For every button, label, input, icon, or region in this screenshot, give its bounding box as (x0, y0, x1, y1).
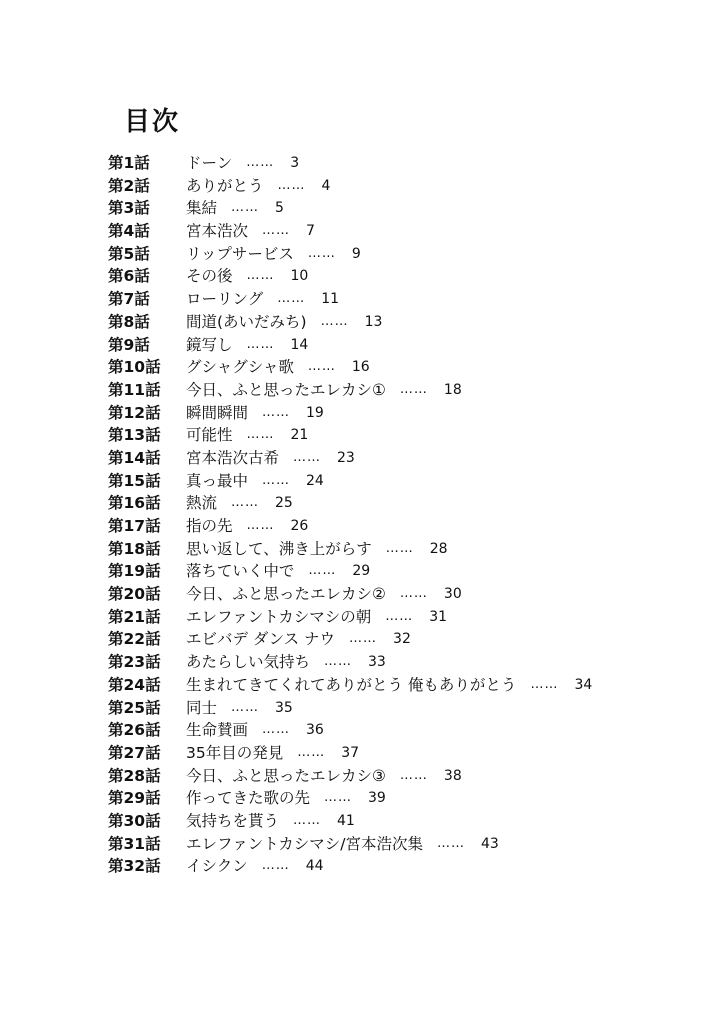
toc-entry-leader-dots: …… (385, 540, 414, 556)
toc-entry-page-number: 5 (275, 200, 284, 217)
toc-entry-leader-dots: …… (277, 291, 306, 307)
toc-entry (108, 651, 592, 674)
toc-entry-leader-dots: …… (231, 200, 260, 216)
toc-entry (108, 424, 592, 447)
toc-entry-leader-dots: …… (293, 812, 322, 828)
toc-entry-number: 第2話 (108, 176, 150, 195)
toc-entry (108, 628, 592, 651)
toc-entry-leader-dots: …… (324, 654, 353, 670)
toc-entry-number: 第13話 (108, 426, 161, 445)
toc-entry (108, 583, 592, 606)
toc-entry-page-number: 37 (341, 744, 360, 761)
toc-entry-number: 第8話 (108, 312, 150, 331)
toc-entry-leader-dots: …… (261, 858, 290, 874)
toc-entry-page-number: 25 (275, 495, 293, 512)
toc-entry-page-number: 24 (306, 472, 324, 489)
toc-entry-title: 今日、ふと思ったエレカシ② (186, 585, 386, 604)
toc-entry-title: あたらしい気持ち (186, 653, 311, 672)
toc-entry-title: 落ちていく中で (186, 562, 295, 581)
toc-entry-title: 35年目の発見 (186, 743, 284, 762)
toc-entry-page-number: 18 (443, 381, 462, 398)
toc-entry-number: 第28話 (108, 766, 161, 785)
toc-entry-number: 第1話 (108, 154, 150, 172)
toc-entry-leader-dots: …… (320, 313, 349, 329)
toc-entry-page-number: 30 (443, 586, 462, 603)
toc-entry-title: 宮本浩次古希 (186, 448, 280, 467)
toc-entry-title: 真っ最中 (186, 471, 249, 490)
toc-entry-number: 第16話 (108, 494, 161, 513)
toc-entry-page-number: 19 (306, 404, 324, 421)
toc-entry-leader-dots: …… (399, 586, 428, 602)
toc-entry-page-number: 44 (305, 858, 324, 875)
toc-entry-title: 思い返して、沸き上がらす (186, 539, 372, 558)
toc-entry-leader-dots: …… (349, 631, 378, 647)
toc-entry-number: 第20話 (108, 585, 161, 604)
toc-entry-title: 熱流 (186, 494, 218, 513)
toc-entry-leader-dots: …… (231, 495, 260, 511)
toc-entry-leader-dots: …… (307, 245, 336, 261)
toc-entry-title: 今日、ふと思ったエレカシ③ (186, 766, 386, 785)
toc-entry-page-number: 28 (429, 540, 448, 557)
toc-entry-title: 同士 (186, 698, 218, 717)
toc-entry-title: 可能性 (186, 426, 233, 445)
toc-entry (108, 220, 592, 243)
toc-entry-title: グシャグシャ歌 (186, 358, 294, 377)
toc-entry-page-number: 4 (321, 177, 331, 194)
toc-entry-title: 指の先 (186, 517, 233, 535)
toc-entry-number: 第22話 (108, 630, 161, 649)
toc-entry (108, 538, 592, 561)
toc-entry-leader-dots: …… (324, 790, 353, 806)
toc-entry-number: 第3話 (108, 199, 150, 218)
toc-entry (108, 175, 592, 198)
toc-entry-title: 鏡写し (186, 335, 233, 354)
toc-title: 目次 (124, 107, 181, 137)
toc-entry-number: 第27話 (108, 743, 161, 762)
toc-entry (108, 492, 592, 515)
toc-entry (108, 265, 592, 288)
toc-entry-leader-dots: …… (262, 404, 291, 420)
toc-entry-title: リップサービス (186, 244, 294, 263)
toc-entry-leader-dots: …… (385, 608, 414, 624)
toc-entry-title: 生まれてきてくれてありがとう 俺もありがとう (186, 675, 517, 694)
toc-entry-page-number: 9 (351, 245, 361, 262)
toc-entry-leader-dots: …… (297, 744, 326, 760)
toc-entry (108, 152, 592, 175)
toc-entry (108, 719, 592, 742)
toc-entry-leader-dots: …… (246, 336, 275, 352)
toc-entry (108, 379, 592, 402)
toc-entry-number: 第17話 (108, 517, 161, 535)
toc-entry-leader-dots: …… (246, 155, 275, 170)
toc-entry-number: 第9話 (108, 335, 150, 354)
toc-entry (108, 810, 592, 833)
toc-entry-title: ドーン (186, 154, 233, 172)
toc-entry-number: 第18話 (108, 539, 161, 558)
toc-entry-page-number: 11 (321, 291, 340, 308)
toc-entry (108, 402, 592, 425)
toc-entry-title: エビバデ ダンス ナウ (186, 630, 336, 649)
toc-entry-leader-dots: …… (262, 472, 291, 488)
toc-entry (108, 742, 592, 765)
toc-entry-leader-dots: …… (436, 835, 465, 851)
toc-entry (108, 334, 592, 357)
toc-entry-leader-dots: …… (262, 223, 291, 239)
toc-entry (108, 197, 592, 220)
toc-entry (108, 833, 592, 856)
toc-entry (108, 560, 592, 583)
toc-entry-page-number: 36 (306, 722, 324, 739)
toc-entry-number: 第23話 (108, 653, 161, 672)
toc-entry-leader-dots: …… (246, 518, 275, 533)
toc-entry-page-number: 35 (275, 699, 293, 716)
toc-entry-page-number: 33 (368, 654, 386, 671)
toc-entry-leader-dots: …… (246, 268, 275, 284)
toc-entry (108, 311, 592, 334)
toc-entry-page-number: 41 (337, 812, 355, 829)
toc-entry-leader-dots: …… (530, 676, 559, 692)
toc-entry-leader-dots: …… (231, 699, 260, 715)
toc-entry-number: 第25話 (108, 698, 161, 717)
toc-entry-number: 第21話 (108, 607, 161, 626)
toc-entry-title: 今日、ふと思ったエレカシ① (186, 380, 386, 399)
toc-entry-number: 第19話 (108, 562, 161, 581)
toc-entry-title: 集結 (186, 199, 218, 218)
toc-entry-page-number: 13 (364, 313, 383, 330)
toc-entry-number: 第24話 (108, 675, 161, 694)
toc-entry-title: エレファントカシマシの朝 (186, 607, 372, 626)
toc-entry (108, 243, 592, 266)
toc-entry-number: 第6話 (108, 267, 150, 286)
toc-entry-title: ローリング (186, 290, 264, 309)
toc-entry-page-number: 14 (290, 336, 309, 353)
toc-list (108, 152, 592, 878)
toc-entry-leader-dots: …… (262, 722, 291, 738)
toc-entry-page-number: 21 (290, 427, 309, 444)
toc-entry-title: 生命賛画 (186, 721, 249, 740)
toc-entry-page-number: 34 (574, 676, 593, 693)
toc-entry-number: 第10話 (108, 358, 161, 377)
toc-entry-page-number: 43 (480, 835, 499, 852)
toc-entry (108, 470, 592, 493)
toc-entry-page-number: 3 (290, 155, 300, 171)
toc-entry (108, 356, 592, 379)
toc-entry-page-number: 29 (352, 563, 371, 580)
toc-entry-leader-dots: …… (293, 449, 322, 465)
toc-entry-page-number: 38 (443, 767, 462, 784)
toc-entry-number: 第29話 (108, 789, 161, 808)
toc-entry-number: 第31話 (108, 834, 161, 853)
toc-entry (108, 606, 592, 629)
toc-entry-leader-dots: …… (277, 177, 306, 193)
toc-entry-title: 気持ちを貰う (186, 811, 280, 830)
toc-entry-title: 宮本浩次 (186, 222, 249, 241)
toc-entry-number: 第4話 (108, 222, 150, 241)
toc-entry (108, 447, 592, 470)
toc-entry-page-number: 31 (429, 608, 448, 625)
toc-entry-title: 作ってきた歌の先 (186, 789, 311, 808)
toc-entry-page-number: 16 (351, 359, 370, 376)
toc-entry-page-number: 32 (393, 631, 411, 648)
toc-entry-number: 第11話 (108, 380, 161, 399)
toc-entry (108, 787, 592, 810)
toc-entry-leader-dots: …… (399, 767, 428, 783)
toc-entry (108, 288, 592, 311)
toc-entry-leader-dots: …… (307, 359, 336, 375)
toc-entry-page-number: 39 (368, 790, 386, 807)
toc-entry-title: 瞬間瞬間 (186, 403, 249, 422)
toc-entry-page-number: 10 (290, 268, 309, 285)
toc-entry-number: 第5話 (108, 244, 150, 263)
toc-entry-title: 間道(あいだみち) (186, 312, 307, 331)
toc-entry-page-number: 26 (290, 518, 309, 534)
toc-entry-title: ありがとう (186, 176, 264, 195)
toc-entry-leader-dots: …… (246, 427, 275, 443)
toc-entry-leader-dots: …… (399, 381, 428, 397)
toc-entry-page-number: 7 (306, 223, 315, 240)
toc-entry-number: 第30話 (108, 811, 161, 830)
toc-entry (108, 674, 592, 697)
toc-entry-number: 第32話 (108, 857, 161, 876)
toc-entry (108, 697, 592, 720)
toc-entry-leader-dots: …… (308, 563, 337, 579)
toc-entry-title: イシクン (186, 857, 248, 876)
toc-entry (108, 765, 592, 788)
toc-entry-number: 第12話 (108, 403, 161, 422)
toc-entry-title: その後 (186, 267, 233, 286)
toc-entry (108, 855, 592, 878)
toc-entry-number: 第15話 (108, 471, 161, 490)
toc-entry-number: 第26話 (108, 721, 161, 740)
toc-entry-page-number: 23 (337, 449, 355, 466)
toc-entry-number: 第14話 (108, 448, 161, 467)
toc-entry-number: 第7話 (108, 290, 150, 309)
toc-entry (108, 515, 592, 538)
toc-entry-title: エレファントカシマシ/宮本浩次集 (186, 834, 423, 853)
